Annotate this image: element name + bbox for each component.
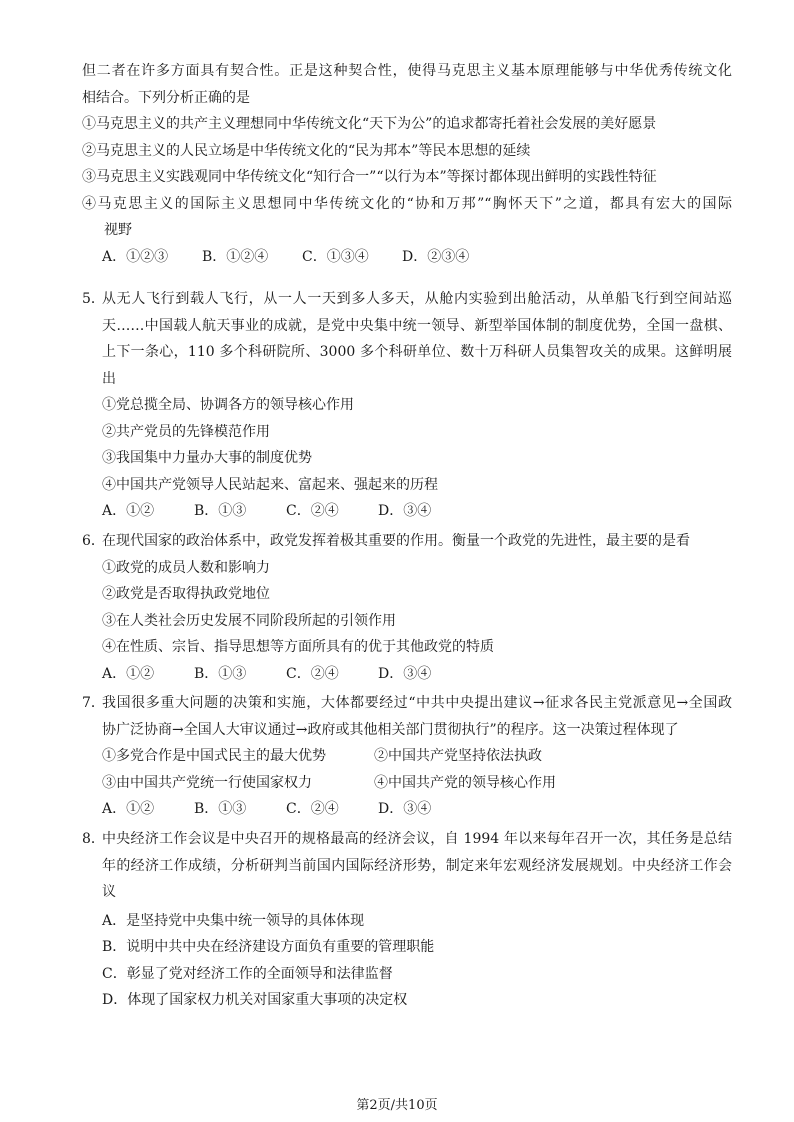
stem-line: 天……中国载人航天事业的成就，是党中央集中统一领导、新型举国体制的制度优势，全国一盘棋、 xyxy=(102,317,732,334)
stem-line: 协广泛协商→全国人大审议通过→政府或其他相关部门贯彻执行”的程序。这一决策过程体现了 xyxy=(102,721,679,738)
statement-2: ②共产党员的先锋模范作用 xyxy=(102,423,270,440)
statement-4: ④中国共产党领导人民站起来、富起来、强起来的历程 xyxy=(102,476,438,493)
choice-c[interactable]: C．②④ xyxy=(286,503,339,519)
statement-2: ②政党是否取得执政党地位 xyxy=(102,586,270,602)
stem-line: 出 xyxy=(102,370,116,387)
page-footer: 第2页/共10页 xyxy=(356,1098,438,1113)
stem-line xyxy=(82,528,732,555)
statement-3: ③由中国共产党统一行使国家权力 xyxy=(102,774,312,791)
question-number: 5． xyxy=(82,291,105,307)
choice-d[interactable]: D．③④ xyxy=(378,503,432,519)
choice-c[interactable]: C．彰显了党对经济工作的全面领导和法律监督 xyxy=(102,965,393,982)
stem-line xyxy=(82,690,732,717)
choice-a[interactable]: A．①② xyxy=(102,665,155,682)
stem-line: 议 xyxy=(102,884,116,900)
stem-line: 上下一条心，110 多个科研院所、3000 多个科研单位、数十万科研人员集智攻关的成果。这鲜明展 xyxy=(102,344,732,360)
question-number: 8． xyxy=(82,831,105,847)
statement-4: ④马克思主义的国际主义思想同中华传统文化的“协和万邦”“胸怀天下”之道，都具有宏大的国际 xyxy=(82,195,732,212)
question-number: 6． xyxy=(82,533,105,549)
answer-choices xyxy=(82,244,732,271)
answer-choices xyxy=(82,661,732,688)
choice-c[interactable]: C．②④ xyxy=(286,801,339,817)
choice-a[interactable]: A．①②③ xyxy=(102,248,169,265)
choice-b[interactable]: B．①③ xyxy=(194,503,247,519)
choice-c[interactable]: C．②④ xyxy=(286,665,339,682)
statement-1: ①马克思主义的共产主义理想同中华传统文化“天下为公”的追求都寄托着社会发展的美好愿景 xyxy=(82,116,657,132)
statement-1: ①多党合作是中国式民主的最大优势 xyxy=(102,748,326,764)
statement-3: ③我国集中力量办大事的制度优势 xyxy=(102,450,312,466)
stem-line: 相结合。下列分析正确的是 xyxy=(82,89,250,106)
stem-text: 从无人飞行到载人飞行，从一人一天到多人多天，从舱内实验到出舱活动，从单船飞行到空间站巡 xyxy=(102,291,732,307)
choice-d[interactable]: D．体现了国家权力机关对国家重大事项的决定权 xyxy=(102,992,408,1008)
choice-d[interactable]: D．③④ xyxy=(378,665,432,682)
question-6 xyxy=(82,528,732,687)
choice-a[interactable]: A．①② xyxy=(102,801,155,817)
stem-text: 在现代国家的政治体系中，政党发挥着极其重要的作用。衡量一个政党的先进性，最主要的是看 xyxy=(102,533,690,549)
answer-choices xyxy=(82,796,732,823)
question-8 xyxy=(82,826,732,1014)
statement-row xyxy=(82,743,732,770)
statement-row xyxy=(82,770,732,797)
stem-line: 但二者在许多方面具有契合性。正是这种契合性，使得马克思主义基本原理能够与中华优秀传统文化 xyxy=(82,63,732,79)
choice-c[interactable]: C．①③④ xyxy=(302,248,369,265)
statement-4: ④在性质、宗旨、指导思想等方面所具有的优于其他政党的特质 xyxy=(102,639,494,655)
answer-choices xyxy=(82,498,732,525)
stem-line xyxy=(82,286,732,313)
choice-d[interactable]: D．②③④ xyxy=(402,248,470,265)
choice-b[interactable]: B．①③ xyxy=(194,665,247,682)
stem-line: 年的经济工作成绩，分析研判当前国内国际经济形势，制定来年宏观经济发展规划。中央经济工作会 xyxy=(102,857,732,874)
statement-1: ①党总揽全局、协调各方的领导核心作用 xyxy=(102,397,354,413)
statement-4: ④中国共产党的领导核心作用 xyxy=(374,774,556,791)
stem-text: 中央经济工作会议是中央召开的规格最高的经济会议，自 1994 年以来每年召开一次，其任务是总结 xyxy=(102,831,732,847)
choice-a[interactable]: A．是坚持党中央集中统一领导的具体体现 xyxy=(102,912,365,929)
choice-a[interactable]: A．①② xyxy=(102,503,155,519)
question-number: 7． xyxy=(82,695,105,711)
choice-b[interactable]: B．①③ xyxy=(194,801,247,817)
choice-d[interactable]: D．③④ xyxy=(378,801,432,817)
statement-1: ①政党的成员人数和影响力 xyxy=(102,559,270,576)
question-5 xyxy=(82,286,732,525)
question-4-continuation xyxy=(82,58,732,270)
choice-b[interactable]: B．说明中共中央在经济建设方面负有重要的管理职能 xyxy=(102,939,435,955)
statement-2: ②马克思主义的人民立场是中华传统文化的“民为邦本”等民本思想的延续 xyxy=(82,142,531,159)
stem-line xyxy=(82,826,732,853)
statement-2: ②中国共产党坚持依法执政 xyxy=(374,748,542,764)
statement-4-cont: 视野 xyxy=(104,222,132,238)
statement-3: ③马克思主义实践观同中华传统文化“知行合一”“以行为本”等探讨都体现出鲜明的实践性特征 xyxy=(82,169,657,185)
stem-text: 我国很多重大问题的决策和实施，大体都要经过“中共中央提出建议→征求各民主党派意见→全国政 xyxy=(102,695,732,711)
question-7 xyxy=(82,690,732,823)
statement-3: ③在人类社会历史发展不同阶段所起的引领作用 xyxy=(102,612,396,629)
choice-b[interactable]: B．①②④ xyxy=(202,248,269,265)
